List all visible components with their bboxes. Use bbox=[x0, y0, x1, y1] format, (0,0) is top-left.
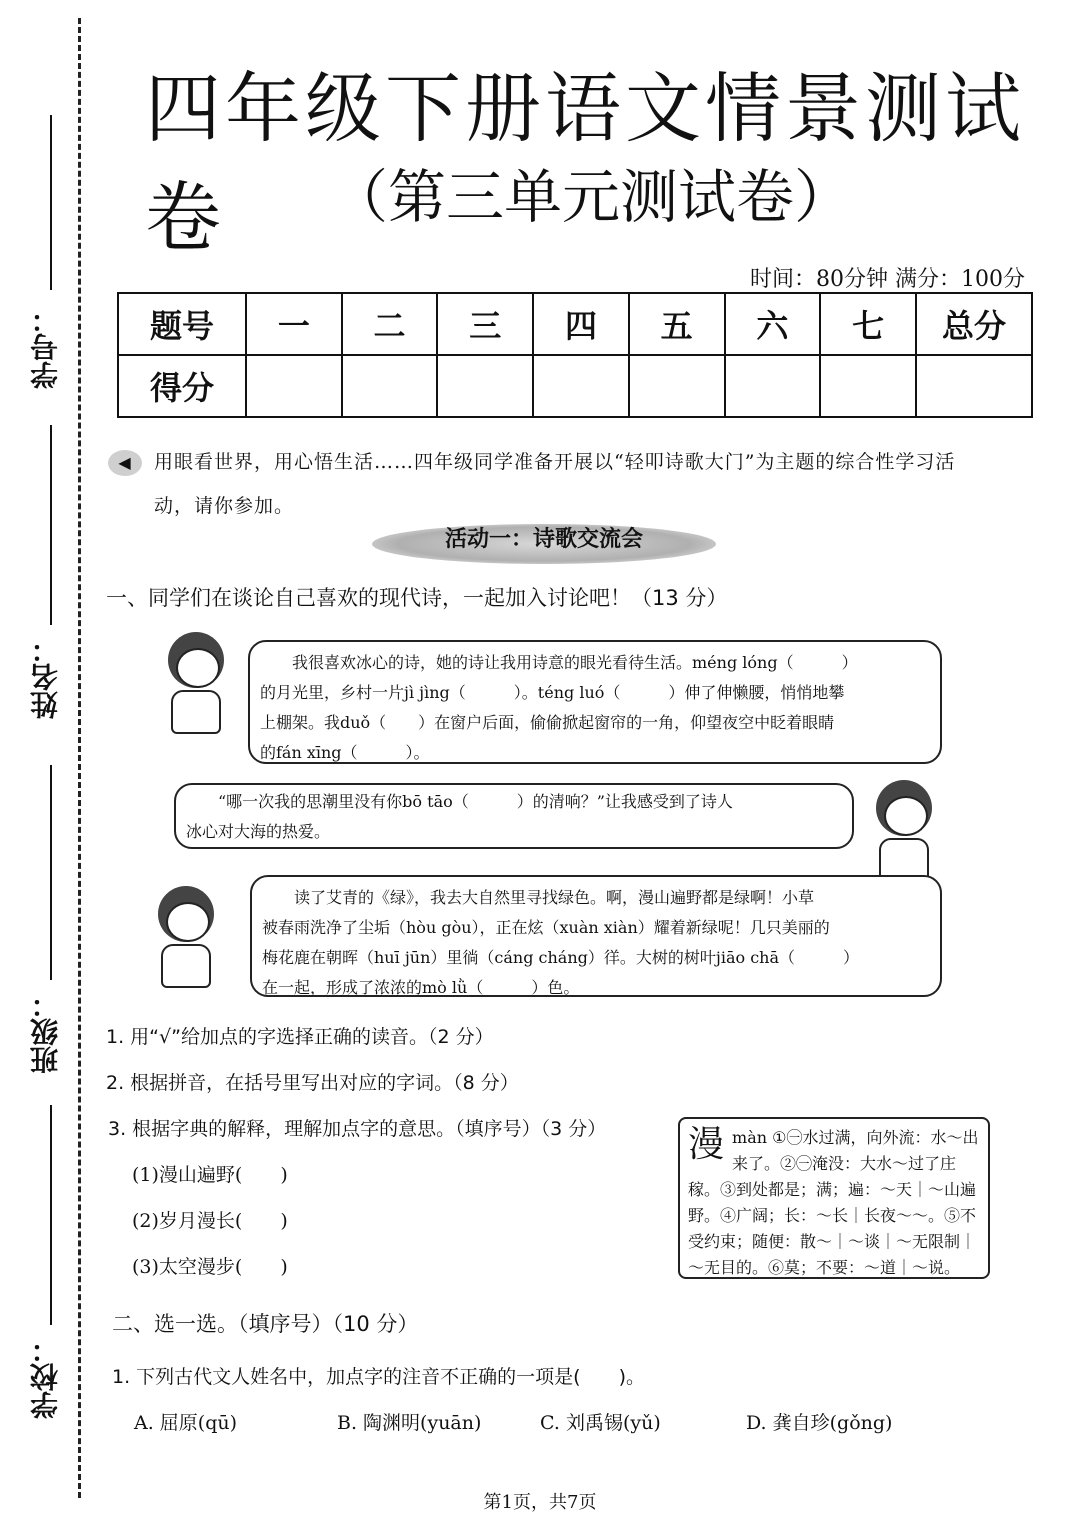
girl-avatar-2 bbox=[150, 886, 222, 988]
score-cell: 题号 bbox=[118, 293, 246, 355]
dictionary-char: 漫 bbox=[688, 1124, 725, 1165]
question-1-1: 1. 用“√”给加点的字选择正确的读音。（2 分） bbox=[106, 1026, 494, 1048]
intro-line-2: 动，请你参加。 bbox=[154, 495, 295, 517]
score-row-label: 得分 bbox=[118, 355, 246, 417]
score-input-cell[interactable] bbox=[629, 355, 725, 417]
score-input-cell[interactable] bbox=[533, 355, 629, 417]
class-label: 班级： bbox=[29, 990, 62, 1074]
class-blank bbox=[50, 765, 52, 980]
page-footer: 第1页，共7页 bbox=[483, 1492, 597, 1513]
binding-dashed-line bbox=[78, 18, 81, 1498]
boy-avatar bbox=[868, 780, 940, 882]
score-input-cell[interactable] bbox=[437, 355, 533, 417]
activity-banner: 活动一：诗歌交流会 bbox=[372, 524, 716, 564]
q3-option-1[interactable]: (1)漫山遍野( ) bbox=[132, 1164, 288, 1186]
speaker-icon: ◀ bbox=[108, 450, 142, 476]
question-2-1: 1. 下列古代文人姓名中，加点字的注音不正确的一项是( )。 bbox=[112, 1366, 645, 1388]
bubble-line: 读了艾青的《绿》，我去大自然里寻找绿色。啊，漫山遍野都是绿啊！小草 bbox=[262, 888, 815, 907]
section-1-title: 一、同学们在谈论自己喜欢的现代诗，一起加入讨论吧！（13 分） bbox=[106, 586, 728, 610]
bubble-line: 被春雨洗净了尘垢（hòu gòu），正在炫（xuàn xiàn）耀着新绿呢！几只美丽的 bbox=[262, 918, 830, 937]
score-input-cell[interactable] bbox=[342, 355, 438, 417]
page-subtitle: （第三单元测试卷） bbox=[330, 163, 853, 231]
bubble-line: 在一起，形成了浓浓的mò lǜ（ ）色。 bbox=[262, 978, 580, 997]
bubble-line: “哪一次我的思潮里没有你bō tāo（ ）的清响？”让我感受到了诗人 bbox=[186, 792, 733, 811]
bubble-line: 梅花鹿在朝晖（huī jūn）里徜（cáng cháng）徉。大树的树叶jiāo chā（ ） bbox=[262, 948, 860, 967]
student-id-blank bbox=[50, 115, 52, 290]
dictionary-box bbox=[678, 1117, 990, 1279]
bubble-line: 的月光里，乡村一片jì jìng（ ）。téng luó（ ）伸了伸懒腰，悄悄地攀 bbox=[260, 683, 845, 702]
name-blank bbox=[50, 425, 52, 625]
bubble-line: 的fán xīng（ ）。 bbox=[260, 743, 430, 762]
bubble-line: 冰心对大海的热爱。 bbox=[186, 822, 331, 841]
score-input-cell[interactable] bbox=[246, 355, 342, 417]
section-2-title: 二、选一选。（填序号）（10 分） bbox=[112, 1312, 419, 1336]
speech-bubble-1 bbox=[248, 640, 942, 764]
q3-option-2[interactable]: (2)岁月漫长( ) bbox=[132, 1210, 288, 1232]
intro-line-1: 用眼看世界，用心悟生活……四年级同学准备开展以“轻叩诗歌大门”为主题的综合性学习活 bbox=[154, 451, 956, 473]
school-blank bbox=[50, 1105, 52, 1325]
intro-paragraph bbox=[108, 440, 1008, 528]
student-id-label: 学号： bbox=[29, 305, 62, 389]
choice-b[interactable]: B. 陶渊明(yuān) bbox=[337, 1412, 482, 1434]
q3-option-3[interactable]: (3)太空漫步( ) bbox=[132, 1256, 288, 1278]
score-input-cell[interactable] bbox=[916, 355, 1032, 417]
question-1-3: 3. 根据字典的解释，理解加点字的意思。（填序号）（3 分） bbox=[108, 1118, 607, 1140]
score-cell: 总分 bbox=[916, 293, 1032, 355]
score-input-cell[interactable] bbox=[820, 355, 916, 417]
score-input-cell[interactable] bbox=[725, 355, 821, 417]
score-cell: 六 bbox=[725, 293, 821, 355]
score-cell: 七 bbox=[820, 293, 916, 355]
speech-bubble-2 bbox=[174, 783, 854, 849]
name-label: 姓名： bbox=[29, 635, 62, 719]
score-table-header-row bbox=[118, 293, 1032, 355]
page-title: 四年级下册语文情景测试卷 bbox=[145, 64, 1025, 262]
score-cell: 三 bbox=[437, 293, 533, 355]
dictionary-text: màn ①㊀水过满，向外流：水～出来了。②㊀淹没：大水～过了庄稼。③到处都是；满；遍：～天｜～山遍野。④广阔；长：～长｜长夜～～。⑤不受约束；随便：散～｜～谈｜～无限制｜～无目的。⑥莫；不要：～道｜～说。 bbox=[688, 1128, 979, 1277]
speech-bubble-3 bbox=[250, 875, 942, 997]
choice-a[interactable]: A. 屈原(qū) bbox=[134, 1412, 238, 1434]
bubble-line: 上棚架。我duǒ（ ）在窗户后面，偷偷掀起窗帘的一角，仰望夜空中眨着眼睛 bbox=[260, 713, 835, 732]
score-table bbox=[117, 292, 1033, 418]
score-cell: 五 bbox=[629, 293, 725, 355]
school-label: 学校： bbox=[29, 1335, 62, 1419]
choice-c[interactable]: C. 刘禹锡(yǔ) bbox=[540, 1412, 661, 1434]
score-table-score-row bbox=[118, 355, 1032, 417]
bubble-line: 我很喜欢冰心的诗，她的诗让我用诗意的眼光看待生活。méng lóng（ ） bbox=[260, 653, 858, 672]
girl-avatar-1 bbox=[160, 632, 232, 734]
score-cell: 四 bbox=[533, 293, 629, 355]
question-1-2: 2. 根据拼音，在括号里写出对应的字词。（8 分） bbox=[106, 1072, 519, 1094]
choice-d[interactable]: D. 龚自珍(gǒng) bbox=[746, 1412, 893, 1434]
score-cell: 一 bbox=[246, 293, 342, 355]
time-info: 时间：80分钟 满分：100分 bbox=[750, 267, 1025, 292]
score-cell: 二 bbox=[342, 293, 438, 355]
